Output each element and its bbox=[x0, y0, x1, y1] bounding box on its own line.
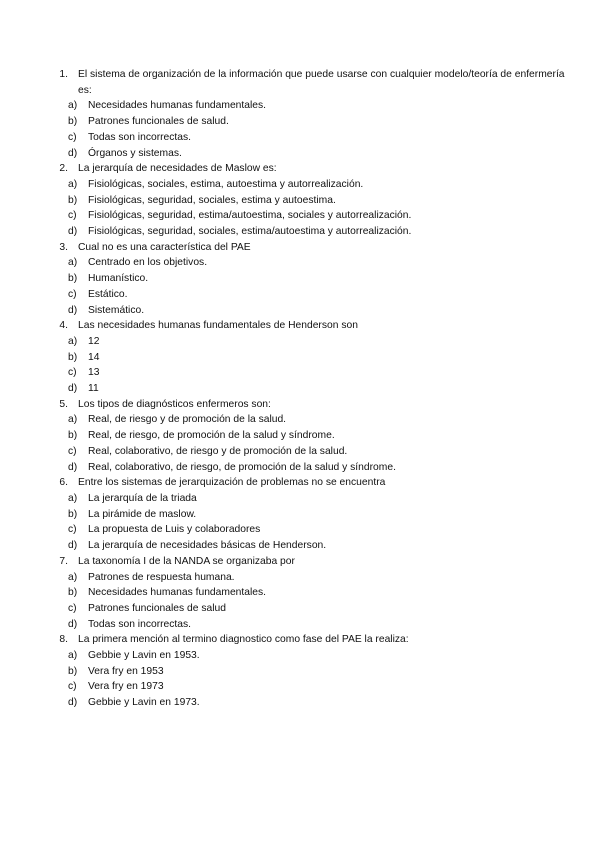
option-letter: d) bbox=[68, 226, 78, 238]
question-row bbox=[48, 318, 568, 334]
option-letter: b) bbox=[68, 587, 78, 599]
question-row bbox=[48, 397, 568, 413]
option-text: Gebbie y Lavin en 1973. bbox=[88, 697, 200, 709]
option-letter: c) bbox=[68, 681, 77, 693]
option-text: Fisiológicas, sociales, estima, autoestima y autorrealización. bbox=[88, 178, 364, 190]
option-text: Real, de riesgo, de promoción de la salud y síndrome. bbox=[88, 430, 335, 442]
answer-option bbox=[48, 381, 568, 397]
question-text: Cual no es una característica del PAE bbox=[78, 241, 251, 253]
answer-option bbox=[48, 334, 568, 350]
option-text: Fisiológicas, seguridad, sociales, estima/autoestima y autorrealización. bbox=[88, 226, 412, 238]
answer-option bbox=[48, 98, 568, 114]
question-number: 7. bbox=[59, 555, 68, 567]
question-row bbox=[48, 632, 568, 648]
option-letter: d) bbox=[68, 383, 78, 395]
option-text: Gebbie y Lavin en 1953. bbox=[88, 650, 200, 662]
option-text: Vera fry en 1953 bbox=[88, 665, 164, 677]
option-letter: d) bbox=[68, 540, 78, 552]
option-letter: c) bbox=[68, 445, 77, 457]
question-7 bbox=[48, 554, 568, 633]
option-letter: b) bbox=[68, 194, 78, 206]
option-letter: b) bbox=[68, 273, 78, 285]
option-letter: c) bbox=[68, 524, 77, 536]
answer-option bbox=[48, 444, 568, 460]
option-letter: a) bbox=[68, 571, 78, 583]
question-list bbox=[48, 67, 568, 711]
option-text: La jerarquía de necesidades básicas de Henderson. bbox=[88, 540, 327, 552]
option-letter: a) bbox=[68, 414, 78, 426]
question-1 bbox=[48, 67, 568, 161]
option-text: 12 bbox=[88, 335, 100, 347]
answer-option bbox=[48, 664, 568, 680]
answer-option bbox=[48, 601, 568, 617]
answer-option bbox=[48, 303, 568, 319]
option-letter: d) bbox=[68, 304, 78, 316]
question-row bbox=[48, 67, 568, 98]
option-text: 14 bbox=[88, 351, 100, 363]
answer-option bbox=[48, 193, 568, 209]
question-5 bbox=[48, 397, 568, 476]
option-letter: b) bbox=[68, 508, 78, 520]
option-letter: d) bbox=[68, 461, 78, 473]
question-row bbox=[48, 161, 568, 177]
option-text: La propuesta de Luis y colaboradores bbox=[88, 524, 261, 536]
option-text: Órganos y sistemas. bbox=[88, 147, 182, 159]
answer-option bbox=[48, 271, 568, 287]
question-text: La jerarquía de necesidades de Maslow es: bbox=[78, 163, 277, 175]
question-text: Entre los sistemas de jerarquización de problemas no se encuentra bbox=[78, 477, 386, 489]
question-8 bbox=[48, 632, 568, 711]
option-text: Patrones de respuesta humana. bbox=[88, 571, 235, 583]
answer-option bbox=[48, 491, 568, 507]
option-letter: a) bbox=[68, 100, 78, 112]
answer-option bbox=[48, 570, 568, 586]
question-3 bbox=[48, 240, 568, 319]
option-text: Sistemático. bbox=[88, 304, 145, 316]
option-text: Centrado en los objetivos. bbox=[88, 257, 208, 269]
option-letter: c) bbox=[68, 367, 77, 379]
option-text: Patrones funcionales de salud. bbox=[88, 116, 229, 128]
option-letter: d) bbox=[68, 697, 78, 709]
question-text: La primera mención al termino diagnostico como fase del PAE la realiza: bbox=[78, 634, 409, 646]
answer-option bbox=[48, 208, 568, 224]
option-letter: c) bbox=[68, 131, 77, 143]
option-text: Necesidades humanas fundamentales. bbox=[88, 100, 267, 112]
question-text: La taxonomía I de la NANDA se organizaba por bbox=[78, 555, 295, 567]
answer-option bbox=[48, 114, 568, 130]
answer-option bbox=[48, 177, 568, 193]
answer-option bbox=[48, 679, 568, 695]
option-letter: a) bbox=[68, 492, 78, 504]
question-text: Las necesidades humanas fundamentales de Henderson son bbox=[78, 320, 358, 332]
option-letter: a) bbox=[68, 178, 78, 190]
question-number: 4. bbox=[59, 320, 68, 332]
answer-option bbox=[48, 365, 568, 381]
option-text: Real, de riesgo y de promoción de la salud. bbox=[88, 414, 287, 426]
answer-option bbox=[48, 695, 568, 711]
answer-option bbox=[48, 538, 568, 554]
option-text: Humanístico. bbox=[88, 273, 149, 285]
question-text: El sistema de organización de la información que puede usarse con cualquier modelo/teoría de enfermería es: bbox=[78, 69, 565, 96]
question-number: 5. bbox=[59, 398, 68, 410]
option-text: Patrones funcionales de salud bbox=[88, 602, 226, 614]
question-2 bbox=[48, 161, 568, 240]
question-number: 3. bbox=[59, 241, 68, 253]
option-text: La jerarquía de la triada bbox=[88, 492, 197, 504]
question-number: 2. bbox=[59, 163, 68, 175]
answer-option bbox=[48, 585, 568, 601]
option-text: Real, colaborativo, de riesgo y de promoción de la salud. bbox=[88, 445, 348, 457]
option-letter: d) bbox=[68, 147, 78, 159]
question-row bbox=[48, 554, 568, 570]
option-letter: b) bbox=[68, 116, 78, 128]
option-text: Vera fry en 1973 bbox=[88, 681, 164, 693]
answer-option bbox=[48, 522, 568, 538]
option-letter: d) bbox=[68, 618, 78, 630]
option-letter: c) bbox=[68, 210, 77, 222]
answer-option bbox=[48, 224, 568, 240]
option-text: Fisiológicas, seguridad, estima/autoestima, sociales y autorrealización. bbox=[88, 210, 412, 222]
question-4 bbox=[48, 318, 568, 397]
option-letter: c) bbox=[68, 602, 77, 614]
question-6 bbox=[48, 475, 568, 554]
option-text: 11 bbox=[88, 383, 99, 395]
option-text: Necesidades humanas fundamentales. bbox=[88, 587, 267, 599]
option-text: Todas son incorrectas. bbox=[88, 131, 192, 143]
answer-option bbox=[48, 255, 568, 271]
option-letter: b) bbox=[68, 430, 78, 442]
option-text: Fisiológicas, seguridad, sociales, estima y autoestima. bbox=[88, 194, 336, 206]
option-text: Todas son incorrectas. bbox=[88, 618, 192, 630]
answer-option bbox=[48, 130, 568, 146]
question-row bbox=[48, 240, 568, 256]
answer-option bbox=[48, 648, 568, 664]
answer-option bbox=[48, 507, 568, 523]
option-letter: a) bbox=[68, 257, 78, 269]
option-letter: a) bbox=[68, 335, 78, 347]
option-text: Real, colaborativo, de riesgo, de promoción de la salud y síndrome. bbox=[88, 461, 396, 473]
option-letter: b) bbox=[68, 351, 78, 363]
answer-option bbox=[48, 287, 568, 303]
question-text: Los tipos de diagnósticos enfermeros son: bbox=[78, 398, 271, 410]
answer-option bbox=[48, 146, 568, 162]
question-number: 6. bbox=[59, 477, 68, 489]
option-letter: b) bbox=[68, 665, 78, 677]
option-letter: a) bbox=[68, 650, 78, 662]
option-letter: c) bbox=[68, 288, 77, 300]
question-number: 8. bbox=[59, 634, 68, 646]
question-number: 1. bbox=[59, 69, 68, 80]
option-text: La pirámide de maslow. bbox=[88, 508, 197, 520]
option-text: Estático. bbox=[88, 288, 128, 300]
option-text: 13 bbox=[88, 367, 100, 379]
answer-option bbox=[48, 350, 568, 366]
answer-option bbox=[48, 412, 568, 428]
question-row bbox=[48, 475, 568, 491]
answer-option bbox=[48, 428, 568, 444]
answer-option bbox=[48, 460, 568, 476]
answer-option bbox=[48, 617, 568, 633]
